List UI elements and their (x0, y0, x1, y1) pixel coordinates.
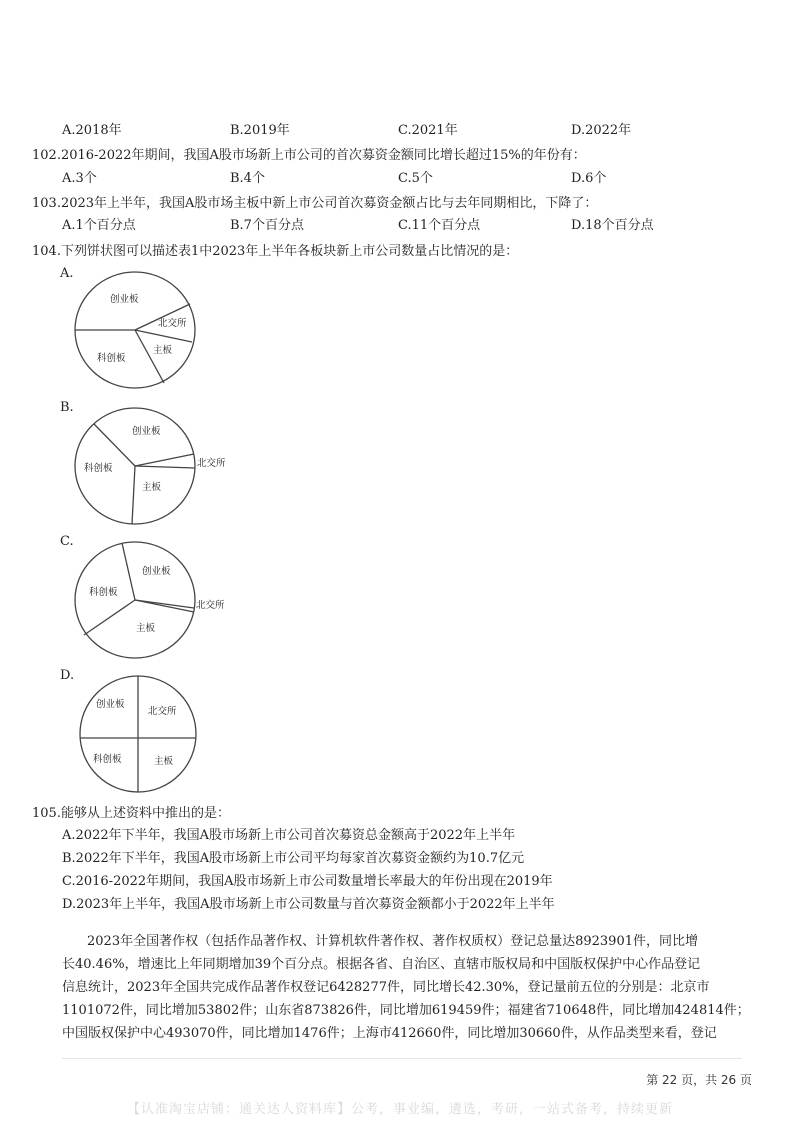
q103-stem: 103.2023年上半年，我国A股市场主板中新上市公司首次募资金额占比与去年同期相比，下降了： (32, 196, 598, 211)
q102-option-d[interactable]: D.6个 (571, 171, 607, 186)
q104-option-c-label[interactable]: C. (60, 534, 74, 549)
q103-option-c[interactable]: C.11个百分点 (398, 218, 481, 233)
q104-pie-d[interactable] (76, 672, 200, 796)
pie-d-label-kechuang: 科创板 (93, 754, 122, 765)
footer-divider (62, 1058, 742, 1059)
pie-b-label-chuangye: 创业板 (132, 426, 161, 437)
passage-line-1: 2023年全国著作权（包括作品著作权、计算机软件著作权、著作权质权）登记总量达8923901件，同比增 (87, 934, 698, 949)
q101-option-c[interactable]: C.2021年 (398, 123, 458, 138)
pie-b-label-kechuang: 科创板 (84, 463, 113, 474)
q105-option-a[interactable]: A.2022年下半年，我国A股市场新上市公司首次募资总金额高于2022年上半年 (62, 828, 516, 843)
pie-b-label-beijiaosuo: 北交所 (197, 458, 226, 469)
passage-line-3: 信息统计，2023年全国共完成作品著作权登记6428277件，同比增长42.30%，登记量前五位的分别是：北京市 (62, 980, 710, 995)
passage-line-2: 长40.46%，增速比上年同期增加39个百分点。根据各省、自治区、直辖市版权局和中国版权保护中心作品登记 (62, 957, 701, 972)
pie-a-label-zhuban: 主板 (153, 345, 173, 356)
q105-option-b[interactable]: B.2022年下半年，我国A股市场新上市公司平均每家首次募资金额约为10.7亿元 (62, 851, 525, 866)
q103-option-a[interactable]: A.1个百分点 (62, 218, 136, 233)
pie-c-label-zhuban: 主板 (136, 623, 156, 634)
passage-line-4: 1101072件，同比增加53802件；山东省873826件，同比增加619459件；福建省710648件，同比增加424814件； (62, 1003, 750, 1018)
q103-option-d[interactable]: D.18个百分点 (571, 218, 654, 233)
q104-pie-a[interactable] (70, 268, 200, 392)
q102-option-b[interactable]: B.4个 (230, 171, 265, 186)
pie-c-label-kechuang: 科创板 (89, 587, 118, 598)
q101-option-d[interactable]: D.2022年 (571, 123, 632, 138)
q102-option-c[interactable]: C.5个 (398, 171, 433, 186)
pie-c-label-chuangye: 创业板 (142, 566, 171, 577)
passage-line-5: 中国版权保护中心493070件，同比增加1476件；上海市412660件，同比增加30660件，从作品类型来看，登记 (62, 1026, 717, 1041)
pie-a-label-kechuang: 科创板 (97, 353, 126, 364)
pie-d-label-chuangye: 创业板 (96, 699, 125, 710)
watermark: 【认准淘宝店铺：通关达人资料库】公考，事业编，遴选，考研，一站式备考，持续更新 (126, 1102, 673, 1117)
pie-a-label-chuangye: 创业板 (110, 294, 139, 305)
page-number: 第 22 页，共 26 页 (646, 1073, 752, 1087)
q104-option-d-label[interactable]: D. (60, 668, 75, 683)
pie-d-label-zhuban: 主板 (154, 756, 174, 767)
q105-option-d[interactable]: D.2023年上半年，我国A股市场新上市公司数量与首次募资金额都小于2022年上半年 (62, 897, 555, 912)
q103-option-b[interactable]: B.7个百分点 (230, 218, 304, 233)
q102-option-a[interactable]: A.3个 (62, 171, 97, 186)
q104-pie-c[interactable] (70, 538, 240, 662)
q104-pie-b[interactable] (70, 404, 240, 528)
pie-b-label-zhuban: 主板 (142, 482, 162, 493)
q105-option-c[interactable]: C.2016-2022年期间，我国A股市场新上市公司数量增长率最大的年份出现在2019年 (62, 874, 553, 889)
q104-option-b-label[interactable]: B. (60, 400, 74, 415)
q101-option-b[interactable]: B.2019年 (230, 123, 290, 138)
q105-stem: 105.能够从上述资料中推出的是： (32, 806, 230, 821)
pie-d-label-beijiaosuo: 北交所 (148, 706, 177, 717)
pie-a-label-beijiaosuo: 北交所 (158, 318, 187, 329)
q101-option-a[interactable]: A.2018年 (62, 123, 122, 138)
pie-c-label-beijiaosuo: 北交所 (196, 600, 225, 611)
q104-option-a-label[interactable]: A. (60, 266, 74, 281)
q102-stem: 102.2016-2022年期间，我国A股市场新上市公司的首次募资金额同比增长超过15%的年份有： (32, 148, 586, 163)
q104-stem: 104.下列饼状图可以描述表1中2023年上半年各板块新上市公司数量占比情况的是： (32, 244, 519, 259)
